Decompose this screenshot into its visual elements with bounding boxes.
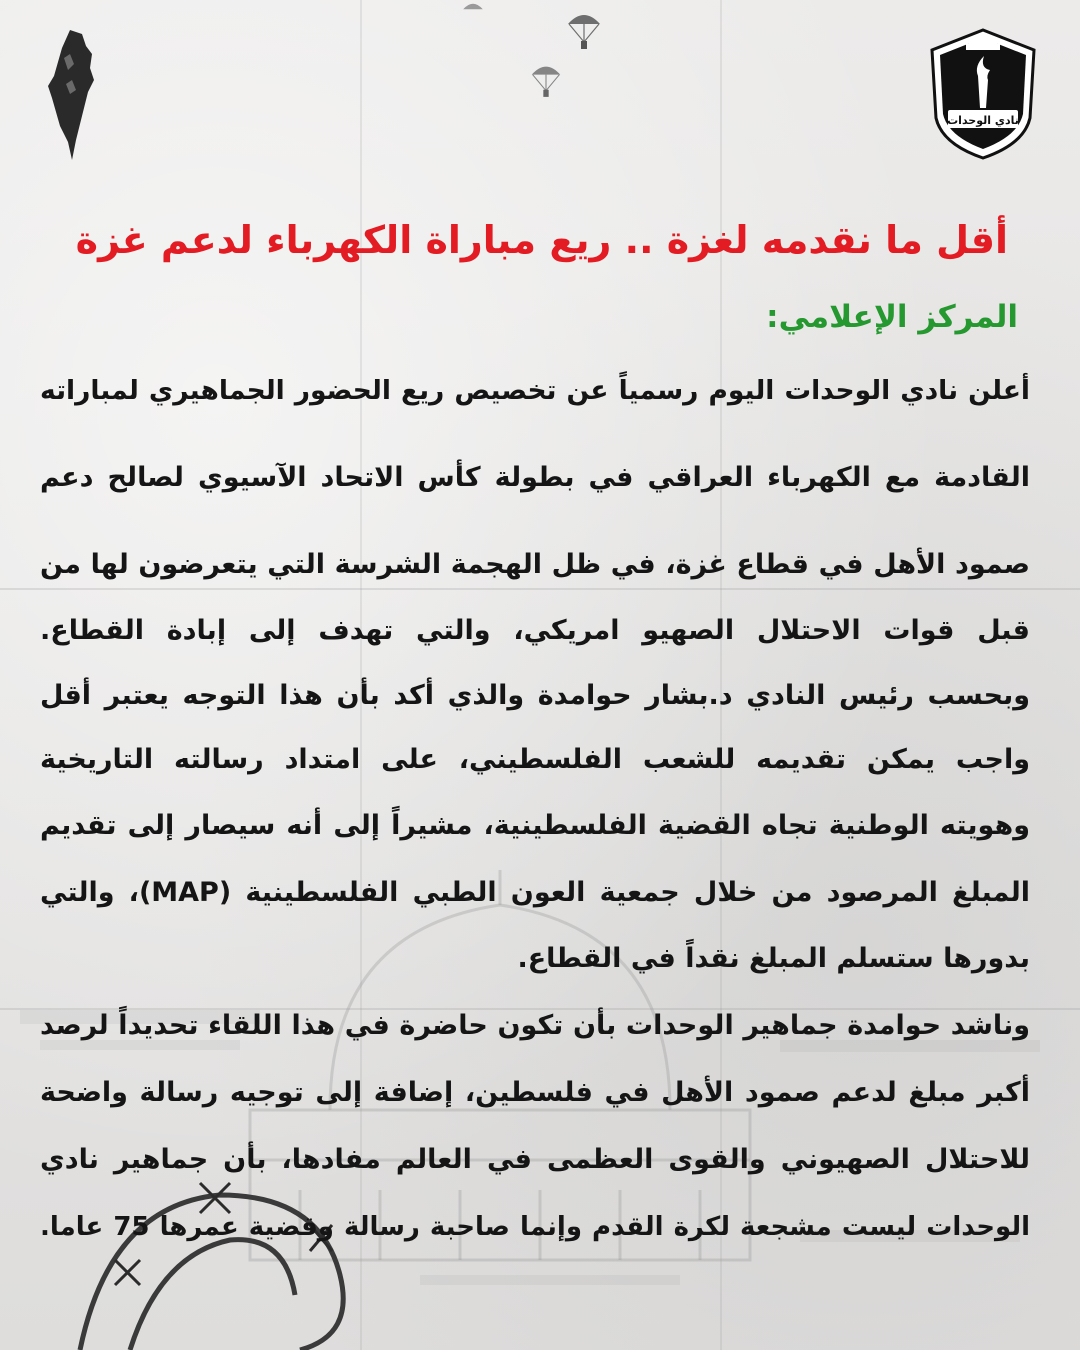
body-line: الوحدات ليست مشجعة لكرة القدم وإنما صاحبة رسالة وقضية عمرها 75 عاما. <box>40 1212 1030 1242</box>
body-line: القادمة مع الكهرباء العراقي في بطولة كأس الاتحاد الآسيوي لصالح دعم <box>40 462 1030 493</box>
body-line: وناشد حوامدة جماهير الوحدات بأن تكون حاضرة في هذا اللقاء تحديداً لرصد <box>40 1010 1030 1041</box>
body-line: للاحتلال الصهيوني والقوى العظمى في العالم مفادها، بأن جماهير نادي <box>40 1144 1030 1175</box>
body-line: بدورها ستسلم المبلغ نقداً في القطاع. <box>517 943 1030 974</box>
parachute-icon <box>462 0 484 16</box>
parachute-icon <box>530 62 562 98</box>
club-logo <box>928 26 1038 161</box>
body-line: قبل قوات الاحتلال الصهيو امريكي، والتي تهدف إلى إبادة القطاع. <box>40 615 1030 646</box>
source-label: المركز الإعلامي: <box>766 299 1018 335</box>
body-line: وهويته الوطنية تجاه القضية الفلسطينية، مشيراً إلى أنه سيصار إلى تقديم <box>40 810 1030 841</box>
body-line: أعلن نادي الوحدات اليوم رسمياً عن تخصيص ريع الحضور الجماهيري لمباراته <box>40 375 1030 406</box>
body-line: واجب يمكن تقديمه للشعب الفلسطيني، على امتداد رسالته التاريخية <box>40 744 1030 775</box>
body-line: صمود الأهل في قطاع غزة، في ظل الهجمة الشرسة التي يتعرضون لها من <box>40 549 1030 580</box>
barbed-wire-icon <box>70 1165 380 1350</box>
parachute-icon <box>566 10 602 50</box>
headline: أقل ما نقدمه لغزة .. ريع مباراة الكهرباء لدعم غزة <box>75 218 1008 262</box>
club-logo-label: نادي الوحدات <box>947 114 1019 127</box>
body-line: المبلغ المرصود من خلال جمعية العون الطبي الفلسطينية (MAP)، والتي <box>40 877 1030 908</box>
palestine-map-icon <box>42 28 100 163</box>
body-line: أكبر مبلغ لدعم صمود الأهل في فلسطين، إضافة إلى توجيه رسالة واضحة <box>40 1077 1030 1108</box>
body-line: وبحسب رئيس النادي د.بشار حوامدة والذي أكد بأن هذا التوجه يعتبر أقل <box>40 680 1030 711</box>
